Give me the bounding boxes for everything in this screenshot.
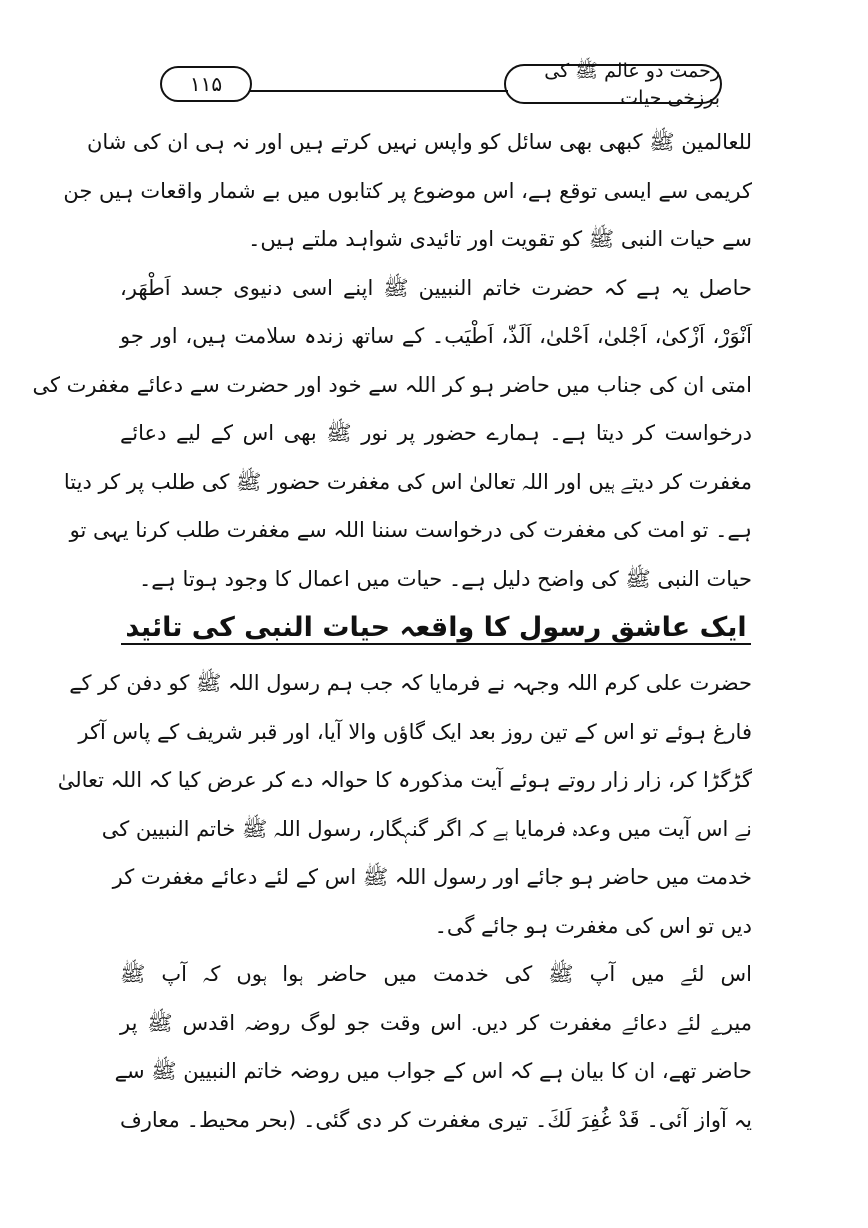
paragraph bbox=[32, 264, 752, 604]
text-line: ہے۔ تو امت کی مغفرت کی درخواست سننا اللہ سے مغفرت طلب کرنا یہی تو bbox=[69, 518, 752, 542]
text-line: امتی ان کی جناب میں حاضر ہو کر اللہ سے خود اور حضرت سے دعائے مغفرت کی bbox=[32, 372, 752, 397]
paragraph bbox=[114, 950, 752, 1144]
page-header bbox=[160, 60, 722, 109]
paragraph bbox=[57, 659, 752, 950]
text-line: نے اس آیت میں وعدہ فرمایا ہے کہ اگر گنہگار، رسول اللہ ﷺ خاتم النبیین کی bbox=[101, 816, 752, 841]
text-line: میرے لئے دعائے مغفرت کر دیں۔ اس وقت جو لوگ روضہ اقدس ﷺ پر bbox=[120, 1010, 752, 1035]
text-line: اَنْوَرْ، اَزْکیٰ، اَجْلیٰ، اَحْلیٰ، اَلَذّ، اَطْیَب۔ کے ساتھ زندہ سلامت ہیں، اور جو bbox=[120, 324, 752, 348]
running-title: رحمت دو عالم ﷺ کی برزخی حیات bbox=[504, 64, 722, 104]
text-line: گڑگڑا کر، زار زار روتے ہوئے آیت مذکورہ کا حوالہ دے کر عرض کیا کہ اللہ تعالیٰ bbox=[57, 768, 752, 792]
section-heading-text: ایک عاشق رسول کا واقعہ حیات النبی کی تائید bbox=[121, 612, 750, 645]
paragraph bbox=[63, 118, 752, 264]
text-line: حضرت علی کرم اللہ وجہہ نے فرمایا کہ جب ہم رسول اللہ ﷺ کو دفن کر کے bbox=[69, 671, 752, 695]
text-line: للعالمین ﷺ کبھی بھی سائل کو واپس نہیں کرتے ہیں اور نہ ہی ان کی شان bbox=[86, 130, 752, 154]
text-line: حاضر تھے، ان کا بیان ہے کہ اس کے جواب میں روضہ خاتم النبیین ﷺ سے bbox=[114, 1059, 752, 1083]
text-line: یہ آواز آئی۔ قَدْ غُفِرَ لَكَ۔ تیری مغفرت کر دی گئی۔ (بحر محیط۔ معارف bbox=[120, 1107, 752, 1132]
page-number: ۱۱۵ bbox=[160, 66, 252, 102]
text-line: سے حیات النبی ﷺ کو تقویت اور تائیدی شواہد ملتے ہیں۔ bbox=[248, 227, 752, 251]
text-line: حاصل یہ ہے کہ حضرت خاتم النبیین ﷺ اپنے اسی دنیوی جسد اَطْھَر، bbox=[120, 275, 752, 300]
text-line: درخواست کر دیتا ہے۔ ہمارے حضور پر نور ﷺ بھی اس کے لیے دعائے bbox=[120, 421, 752, 445]
page-body bbox=[32, 118, 752, 1144]
section-heading bbox=[120, 603, 752, 659]
text-line: اس لئے میں آپ ﷺ کی خدمت میں حاضر ہوا ہوں کہ آپ ﷺ bbox=[120, 962, 752, 986]
text-line: کریمی سے ایسی توقع ہے، اس موضوع پر کتابوں میں بے شمار واقعات ہیں جن bbox=[63, 178, 752, 203]
text-line: مغفرت کر دیتے ہیں اور اللہ تعالیٰ اس کی مغفرت حضور ﷺ کی طلب پر کر دیتا bbox=[63, 469, 752, 494]
text-line: خدمت میں حاضر ہو جائے اور رسول اللہ ﷺ اس کے لئے دعائے مغفرت کر bbox=[112, 865, 752, 889]
text-line: دیں تو اس کی مغفرت ہو جائے گی۔ bbox=[434, 913, 752, 938]
header-rule bbox=[250, 90, 508, 92]
text-line: حیات النبی ﷺ کی واضح دلیل ہے۔ حیات میں اعمال کا وجود ہوتا ہے۔ bbox=[138, 566, 752, 591]
text-line: فارغ ہوئے تو اس کے تین روز بعد ایک گاؤں والا آیا، اور قبر شریف کے پاس آکر bbox=[78, 719, 752, 744]
